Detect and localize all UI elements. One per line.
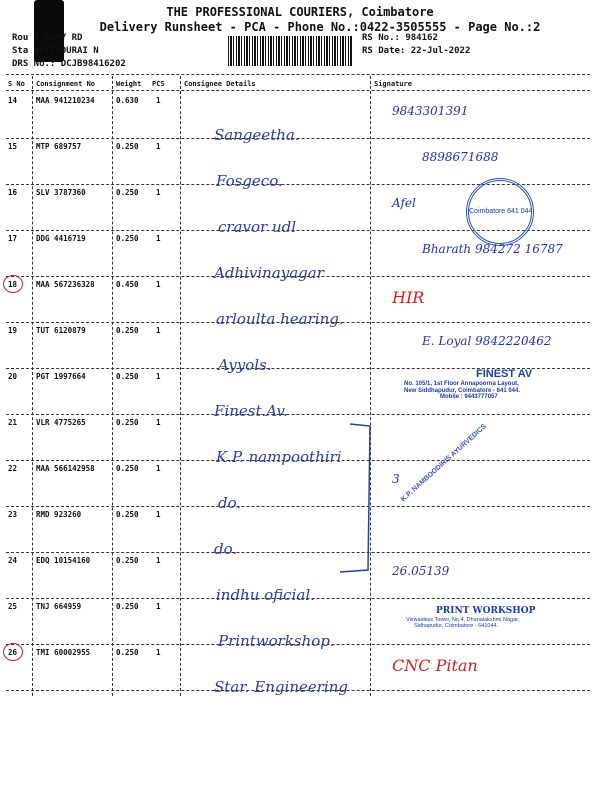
- consignee-handwriting: Star. Engineering: [214, 678, 348, 696]
- row-pcs: 1: [156, 556, 161, 565]
- finest-av-stamp: FINEST AV No. 105/1, 1st Floor Annapoorna Layout, New Siddhapudur, Coimbatore - 641 044. Mobile : 9443777057: [404, 368, 533, 401]
- column-header-pcs: PCS: [152, 80, 165, 88]
- row-divider: [6, 644, 590, 645]
- consignee-handwriting: Adhivinayagar: [214, 264, 324, 282]
- row-consignment: TUT 6120879: [36, 326, 86, 335]
- consignee-handwriting: K.P. nampoothiri: [216, 448, 342, 466]
- row-sno: 21: [8, 418, 18, 427]
- consignee-handwriting: do.: [214, 540, 238, 558]
- column-divider: [180, 76, 181, 696]
- signature-handwriting: Afel: [392, 196, 416, 210]
- consignee-handwriting: do.: [218, 494, 242, 512]
- column-divider: [370, 76, 371, 696]
- row-consignment: MAA 566142958: [36, 464, 95, 473]
- column-header-consignment: Consignment No: [36, 80, 96, 88]
- rs-number: RS No.: 984162: [362, 33, 438, 43]
- row-divider: [6, 506, 590, 507]
- row-weight: 0.250: [116, 510, 139, 519]
- row-weight: 0.250: [116, 418, 139, 427]
- column-header-weight: Weight: [116, 80, 142, 88]
- row-sno: 23: [8, 510, 18, 519]
- column-header-sno: S No: [8, 80, 25, 88]
- column-header-signature: Signature: [374, 80, 412, 88]
- row-divider: [6, 322, 590, 323]
- row-sno: 19: [8, 326, 18, 335]
- rs-date: RS Date: 22-Jul-2022: [362, 46, 471, 56]
- signature-handwriting: Bharath 984272 16787: [422, 242, 563, 256]
- row-weight: 0.250: [116, 142, 139, 151]
- row-pcs: 1: [156, 280, 161, 289]
- row-sno: 17: [8, 234, 18, 243]
- row-consignment: PGT 1997664: [36, 372, 86, 381]
- row-pcs: 1: [156, 510, 161, 519]
- row-weight: 0.250: [116, 372, 139, 381]
- column-divider: [112, 76, 113, 696]
- row-consignment: RMD 923260: [36, 510, 82, 519]
- row-weight: 0.250: [116, 556, 139, 565]
- row-sno: 16: [8, 188, 18, 197]
- route-label: Rou C SAMY RD: [12, 33, 83, 43]
- row-sno: 18: [8, 280, 18, 289]
- row-consignment: SLV 3787360: [36, 188, 86, 197]
- row-consignment: VLR 4775265: [36, 418, 86, 427]
- row-weight: 0.250: [116, 188, 139, 197]
- document-subtitle: Delivery Runsheet - PCA - Phone No.:0422-3505555 - Page No.:2: [99, 20, 541, 34]
- row-sno: 22: [8, 464, 18, 473]
- consignee-handwriting: Ayyols.: [218, 356, 272, 374]
- signature-handwriting: HIR: [392, 288, 425, 307]
- row-sno: 25: [8, 602, 18, 611]
- consignee-handwriting: indhu oficial.: [216, 586, 315, 604]
- row-divider: [6, 690, 590, 691]
- bracket-mark: [330, 420, 380, 580]
- signature-handwriting: 3: [392, 472, 400, 486]
- signature-handwriting: 26.05139: [392, 564, 450, 578]
- round-stamp: Coimbatore 641 044: [466, 178, 534, 246]
- row-divider: [6, 598, 590, 599]
- row-divider: [6, 460, 590, 461]
- row-weight: 0.450: [116, 280, 139, 289]
- row-sno: 15: [8, 142, 18, 151]
- row-pcs: 1: [156, 234, 161, 243]
- consignee-handwriting: Sangeetha.: [214, 126, 300, 144]
- barcode: [228, 36, 352, 66]
- row-pcs: 1: [156, 418, 161, 427]
- consignee-handwriting: Fosgeco.: [216, 172, 283, 190]
- row-consignment: MAA 941210234: [36, 96, 95, 105]
- row-pcs: 1: [156, 326, 161, 335]
- row-pcs: 1: [156, 372, 161, 381]
- row-consignment: MTP 689757: [36, 142, 82, 151]
- signature-handwriting: E. Loyal 9842220462: [422, 334, 552, 348]
- row-consignment: TNJ 664959: [36, 602, 82, 611]
- signature-handwriting: CNC Pitan: [392, 656, 478, 675]
- divider: [6, 90, 590, 91]
- row-weight: 0.250: [116, 602, 139, 611]
- print-workshop-stamp: PRINT WORKSHOP Viswasikas Tower, No.4, Dhanalakshmi Nagar, Sidhapudur, Coimbatore - 641044.: [406, 606, 536, 630]
- red-circle-mark: [3, 643, 23, 661]
- row-divider: [6, 552, 590, 553]
- drs-number: DRS No.: DCJB98416202: [12, 59, 126, 69]
- row-weight: 0.250: [116, 326, 139, 335]
- row-sno: 26: [8, 648, 18, 657]
- consignee-handwriting: cravor udl: [218, 218, 297, 236]
- row-weight: 0.250: [116, 234, 139, 243]
- document-title: THE PROFESSIONAL COURIERS, Coimbatore: [166, 5, 434, 19]
- row-sno: 14: [8, 96, 18, 105]
- red-circle-mark: [3, 275, 23, 293]
- row-pcs: 1: [156, 142, 161, 151]
- row-divider: [6, 276, 590, 277]
- signature-handwriting: 9843301391: [392, 104, 469, 118]
- staff-label: Sta NATTUDURAI N: [12, 46, 99, 56]
- row-consignment: MAA 567236328: [36, 280, 95, 289]
- row-pcs: 1: [156, 602, 161, 611]
- row-weight: 0.250: [116, 648, 139, 657]
- row-pcs: 1: [156, 464, 161, 473]
- row-weight: 0.250: [116, 464, 139, 473]
- column-header-consignee: Consignee Details: [184, 80, 256, 88]
- row-sno: 20: [8, 372, 18, 381]
- signature-handwriting: 8898671688: [422, 150, 499, 164]
- row-pcs: 1: [156, 648, 161, 657]
- row-weight: 0.630: [116, 96, 139, 105]
- consignee-handwriting: Finest.Av.: [214, 402, 288, 420]
- kp-namboodiris-stamp: K.P. NAMBOODIRIS AYURVEDICS: [400, 423, 488, 504]
- column-divider: [32, 76, 33, 696]
- consignee-handwriting: Printworkshop.: [218, 632, 335, 650]
- row-consignment: EDQ 10154160: [36, 556, 91, 565]
- row-consignment: TMI 60002955: [36, 648, 91, 657]
- row-sno: 24: [8, 556, 18, 565]
- row-divider: [6, 414, 590, 415]
- row-pcs: 1: [156, 96, 161, 105]
- row-divider: [6, 138, 590, 139]
- consignee-handwriting: arloulta hearing.: [216, 310, 344, 328]
- row-consignment: DDG 4416719: [36, 234, 86, 243]
- row-pcs: 1: [156, 188, 161, 197]
- divider: [6, 74, 590, 75]
